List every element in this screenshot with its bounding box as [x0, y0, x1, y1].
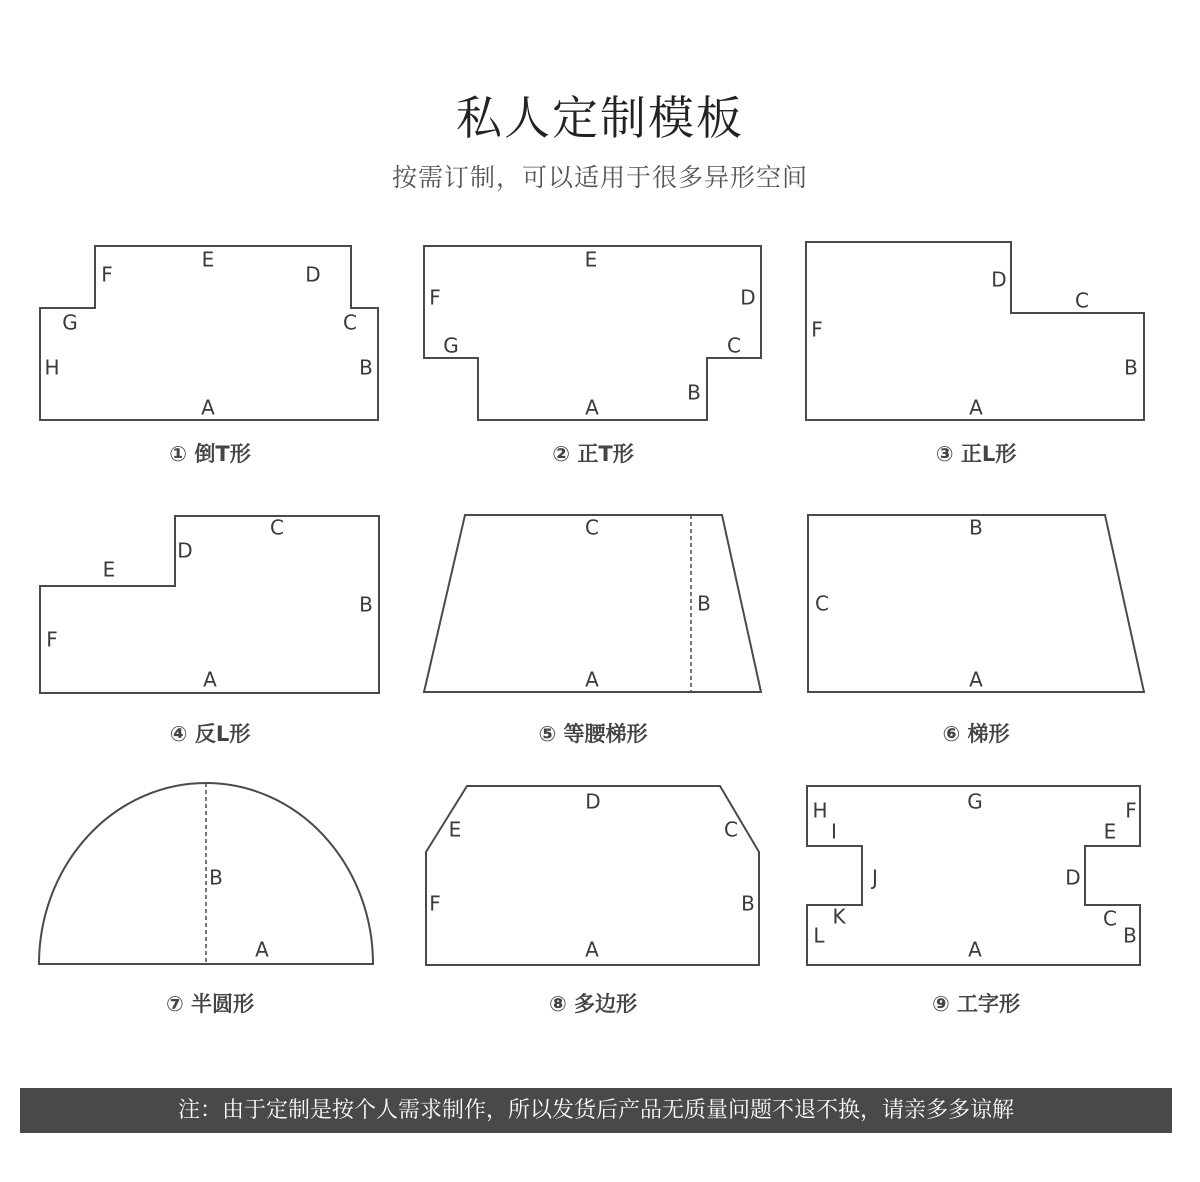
shape-caption: ⑧ 多边形: [548, 992, 638, 1016]
side-label: G: [967, 789, 983, 814]
side-label: B: [741, 891, 755, 916]
side-label: B: [209, 865, 223, 890]
side-label: B: [969, 515, 983, 540]
side-label: D: [991, 267, 1007, 292]
side-label: F: [101, 262, 113, 287]
side-label: F: [429, 285, 441, 310]
side-label: E: [1103, 819, 1117, 844]
shape-caption: ③ 正L形: [935, 442, 1017, 466]
side-label: C: [585, 515, 599, 540]
side-label: G: [443, 333, 459, 358]
side-label: C: [270, 515, 284, 540]
shape-outline: [40, 516, 379, 693]
side-label: D: [177, 538, 193, 563]
side-label: D: [585, 789, 601, 814]
side-label: I: [831, 819, 837, 844]
side-label: D: [305, 262, 321, 287]
shape-caption: ① 倒T形: [169, 442, 251, 466]
side-label: A: [203, 667, 217, 692]
side-label: L: [813, 923, 825, 948]
side-label: B: [697, 591, 711, 616]
shape-outline: [808, 515, 1144, 692]
side-label: C: [343, 310, 357, 335]
page-subtitle: 按需订制，可以适用于很多异形空间: [391, 163, 808, 192]
side-label: A: [585, 937, 599, 962]
shape-5: [424, 515, 761, 692]
side-label: B: [359, 592, 373, 617]
shape-outline: [424, 246, 761, 420]
side-label: A: [585, 667, 599, 692]
page-title: 私人定制模板: [456, 91, 744, 145]
side-label: A: [968, 937, 982, 962]
shape-9: [807, 786, 1140, 965]
notice-banner: 注：由于定制是按个人需求制作，所以发货后产品无质量问题不退不换，请亲多多谅解: [20, 1088, 1172, 1133]
side-label: C: [727, 333, 741, 358]
shape-6: [808, 515, 1144, 692]
side-label: C: [1075, 288, 1089, 313]
shape-8: [426, 786, 759, 965]
shape-caption: ④ 反L形: [169, 722, 251, 746]
side-label: C: [815, 591, 829, 616]
side-label: E: [201, 247, 215, 272]
side-label: E: [102, 557, 116, 582]
side-label: F: [429, 891, 441, 916]
side-label: B: [687, 380, 701, 405]
shape-7: [39, 783, 373, 964]
shape-outline: [806, 242, 1144, 420]
side-label: D: [740, 285, 756, 310]
side-label: E: [448, 817, 462, 842]
side-label: F: [1125, 798, 1137, 823]
side-label: F: [811, 317, 823, 342]
side-label: B: [359, 355, 373, 380]
shape-2: [424, 246, 761, 420]
shape-outline: [39, 783, 373, 964]
side-label: F: [46, 627, 58, 652]
side-label: E: [584, 247, 598, 272]
shape-caption: ⑦ 半圆形: [165, 992, 255, 1016]
shape-1: [40, 246, 378, 420]
side-label: J: [872, 865, 878, 890]
side-label: B: [1124, 355, 1138, 380]
side-label: A: [969, 667, 983, 692]
shape-caption: ⑥ 梯形: [942, 722, 1010, 746]
side-label: A: [255, 937, 269, 962]
side-label: G: [62, 310, 78, 335]
side-label: A: [585, 395, 599, 420]
shape-4: [40, 516, 379, 694]
shape-caption: ⑨ 工字形: [931, 992, 1021, 1016]
side-label: H: [44, 355, 60, 380]
shape-outline: [40, 246, 378, 420]
side-label: D: [1065, 865, 1081, 890]
side-label: H: [812, 798, 828, 823]
side-label: C: [1103, 906, 1117, 931]
shape-caption: ② 正T形: [552, 442, 634, 466]
side-label: C: [724, 817, 738, 842]
shape-3: [806, 242, 1144, 420]
shape-caption: ⑤ 等腰梯形: [538, 722, 648, 746]
side-label: A: [201, 395, 215, 420]
side-label: A: [969, 395, 983, 420]
side-label: K: [832, 904, 846, 929]
side-label: B: [1123, 923, 1137, 948]
